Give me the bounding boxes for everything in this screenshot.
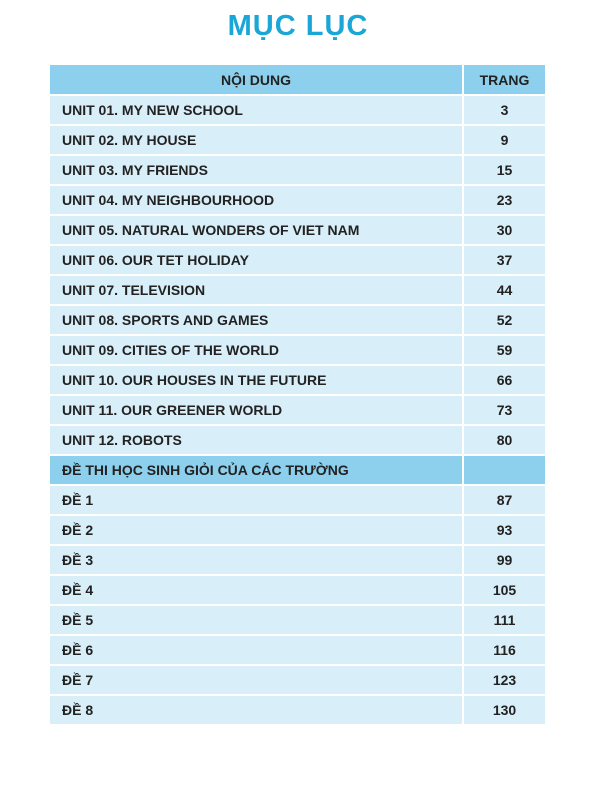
toc-entry-label: UNIT 05. NATURAL WONDERS OF VIET NAM — [50, 215, 463, 245]
toc-entry-page: 3 — [463, 95, 545, 125]
toc-entry-page: 37 — [463, 245, 545, 275]
toc-entry-page: 9 — [463, 125, 545, 155]
toc-entry-label: UNIT 03. MY FRIENDS — [50, 155, 463, 185]
toc-row-exam-7[interactable] — [50, 665, 545, 695]
toc-row-unit-11[interactable] — [50, 395, 545, 425]
toc-entry-label: UNIT 09. CITIES OF THE WORLD — [50, 335, 463, 365]
toc-entry-page: 87 — [463, 485, 545, 515]
toc-entry-label: UNIT 01. MY NEW SCHOOL — [50, 95, 463, 125]
toc-entry-page: 123 — [463, 665, 545, 695]
toc-row-unit-05[interactable] — [50, 215, 545, 245]
page-title: MỤC LỤC — [227, 10, 369, 42]
toc-entry-page: 111 — [463, 605, 545, 635]
header-page: TRANG — [463, 65, 545, 95]
table-of-contents — [50, 65, 545, 726]
toc-entry-page: 105 — [463, 575, 545, 605]
toc-entry-label: UNIT 08. SPORTS AND GAMES — [50, 305, 463, 335]
toc-row-exam-4[interactable] — [50, 575, 545, 605]
toc-entry-page: 99 — [463, 545, 545, 575]
toc-row-unit-12[interactable] — [50, 425, 545, 455]
toc-entry-page: 59 — [463, 335, 545, 365]
toc-row-exam-2[interactable] — [50, 515, 545, 545]
toc-entry-label: UNIT 06. OUR TET HOLIDAY — [50, 245, 463, 275]
toc-row-unit-02[interactable] — [50, 125, 545, 155]
toc-entry-label: UNIT 07. TELEVISION — [50, 275, 463, 305]
toc-entry-label: ĐỀ 6 — [50, 635, 463, 665]
section-page-empty — [463, 455, 545, 485]
section-label: ĐỀ THI HỌC SINH GIỎI CỦA CÁC TRƯỜNG — [50, 455, 463, 485]
toc-row-unit-08[interactable] — [50, 305, 545, 335]
toc-entry-page: 66 — [463, 365, 545, 395]
toc-entry-page: 23 — [463, 185, 545, 215]
toc-entry-label: ĐỀ 8 — [50, 695, 463, 725]
toc-entry-page: 52 — [463, 305, 545, 335]
toc-entry-label: ĐỀ 1 — [50, 485, 463, 515]
toc-row-exam-1[interactable] — [50, 485, 545, 515]
header-content: NỘI DUNG — [50, 65, 463, 95]
toc-entry-page: 130 — [463, 695, 545, 725]
toc-entry-label: UNIT 12. ROBOTS — [50, 425, 463, 455]
toc-row-exam-5[interactable] — [50, 605, 545, 635]
table-header — [50, 65, 545, 95]
toc-entry-page: 93 — [463, 515, 545, 545]
toc-entry-label: UNIT 02. MY HOUSE — [50, 125, 463, 155]
toc-entry-page: 73 — [463, 395, 545, 425]
toc-entry-label: UNIT 04. MY NEIGHBOURHOOD — [50, 185, 463, 215]
toc-entry-label: ĐỀ 2 — [50, 515, 463, 545]
toc-entry-label: ĐỀ 3 — [50, 545, 463, 575]
toc-row-unit-01[interactable] — [50, 95, 545, 125]
toc-entry-label: UNIT 10. OUR HOUSES IN THE FUTURE — [50, 365, 463, 395]
toc-entry-page: 30 — [463, 215, 545, 245]
toc-row-exam-3[interactable] — [50, 545, 545, 575]
toc-entry-page: 44 — [463, 275, 545, 305]
toc-row-unit-09[interactable] — [50, 335, 545, 365]
toc-section-exams — [50, 455, 545, 485]
toc-row-unit-04[interactable] — [50, 185, 545, 215]
toc-entry-label: ĐỀ 7 — [50, 665, 463, 695]
toc-row-unit-10[interactable] — [50, 365, 545, 395]
toc-row-exam-6[interactable] — [50, 635, 545, 665]
toc-entry-label: ĐỀ 4 — [50, 575, 463, 605]
toc-row-unit-07[interactable] — [50, 275, 545, 305]
toc-entry-label: ĐỀ 5 — [50, 605, 463, 635]
toc-row-exam-8[interactable] — [50, 695, 545, 725]
toc-entry-page: 116 — [463, 635, 545, 665]
toc-row-unit-03[interactable] — [50, 155, 545, 185]
toc-entry-label: UNIT 11. OUR GREENER WORLD — [50, 395, 463, 425]
toc-entry-page: 15 — [463, 155, 545, 185]
toc-entry-page: 80 — [463, 425, 545, 455]
toc-row-unit-06[interactable] — [50, 245, 545, 275]
